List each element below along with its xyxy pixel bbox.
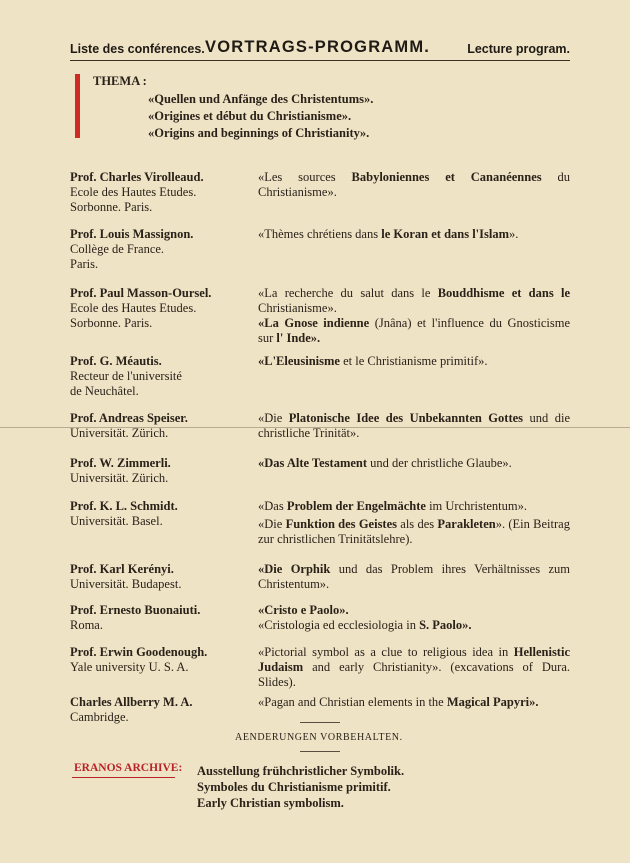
lecture-title [258, 170, 570, 200]
lecture-title-text: und die christliche Trinität». [258, 411, 570, 440]
lecture-title-emphasis: Problem der Engelmächte [286, 499, 426, 513]
theme-label: THEMA : [93, 74, 147, 88]
lecture-title-text: «Die [258, 517, 286, 531]
lecture-title-emphasis: «Cristo e Paolo». [258, 603, 349, 617]
header-right: Lecture program. [467, 42, 570, 56]
speaker [70, 354, 250, 399]
lecture-title-emphasis: «Das Alte Testament [258, 456, 368, 470]
speaker-affiliation: Yale university U. S. A. [70, 660, 189, 674]
speaker [70, 645, 250, 675]
speaker-name: Prof. Ernesto Buonaiuti. [70, 603, 201, 617]
eranos-archive-label: ERANOS ARCHIVE: [74, 762, 183, 774]
lecture-title-emphasis: l' Inde». [276, 331, 321, 345]
speaker [70, 562, 250, 592]
lecture-title-emphasis: «La Gnose indienne [258, 316, 370, 330]
speaker [70, 286, 250, 331]
speaker-affiliation: Sorbonne. Paris. [70, 316, 153, 330]
speaker-name: Charles Allberry M. A. [70, 695, 193, 709]
exhibition-line-en: Early Christian symbolism. [197, 796, 344, 810]
lecture-title-text: «Das [258, 499, 287, 513]
lecture-title-text: Christianisme». [258, 301, 337, 315]
theme-line-en: «Origins and beginnings of Christianity». [148, 126, 370, 140]
theme-accent-bar [75, 74, 80, 138]
speaker-affiliation: Universität. Zürich. [70, 426, 169, 440]
exhibition-line-fr: Symboles du Christianisme primitif. [197, 780, 391, 794]
lecture-title-text: et le Christianisme primitif». [339, 354, 488, 368]
lecture-title-text: und das Problem ihres Verhältnisses zum Christentum». [258, 562, 570, 591]
lecture-title [258, 517, 570, 547]
lecture-title-text: im Urchristentum». [425, 499, 527, 513]
speaker-name: Prof. Karl Kerényi. [70, 562, 174, 576]
lecture-title-text: «Les sources [258, 170, 352, 184]
lecture-title-text: (Jnâna) et l'influence du Gnosticisme sur [258, 316, 570, 345]
lecture-title-text: «Thèmes chrétiens dans [258, 227, 382, 241]
speaker-affiliation: Cambridge. [70, 710, 129, 724]
speaker-affiliation: de Neuchâtel. [70, 384, 139, 398]
theme-line-de: «Quellen und Anfänge des Christentums». [148, 92, 374, 106]
speaker-name: Prof. W. Zimmerli. [70, 456, 171, 470]
theme-line-fr: «Origines et début du Christianisme». [148, 109, 352, 123]
speaker-affiliation: Paris. [70, 257, 99, 271]
speaker [70, 456, 250, 486]
speaker [70, 695, 250, 725]
lecture-title [258, 603, 570, 618]
speaker [70, 499, 250, 529]
lecture-title [258, 456, 570, 471]
speaker-affiliation: Sorbonne. Paris. [70, 200, 153, 214]
lecture-title-text: and early Christianity». (excavations of Dura. Slides). [258, 660, 570, 689]
lecture-title [258, 316, 570, 346]
speaker-affiliation: Recteur de l'université [70, 369, 182, 383]
lecture-title-text: «Pagan and Christian elements in the [258, 695, 447, 709]
speaker [70, 170, 250, 215]
lecture-title [258, 286, 570, 316]
lecture-title-text: ». [509, 227, 519, 241]
lecture-title-text: «Cristologia ed ecclesiologia in [258, 618, 420, 632]
lecture-title [258, 411, 570, 441]
speaker [70, 603, 250, 633]
lecture-title-text: «Die [258, 411, 289, 425]
speaker-name: Prof. Paul Masson-Oursel. [70, 286, 212, 300]
speaker-name: Prof. Andreas Speiser. [70, 411, 188, 425]
changes-note: AENDERUNGEN VORBEHALTEN. [235, 732, 403, 743]
lecture-title-emphasis: «L'Eleusinisme [258, 354, 340, 368]
speaker [70, 227, 250, 272]
lecture-title-text: ». (Ein Beitrag zur christlichen Trinitätslehre). [258, 517, 570, 546]
speaker-affiliation: Universität. Basel. [70, 514, 163, 528]
lecture-title-emphasis: «Die Orphik [258, 562, 331, 576]
lecture-title [258, 695, 570, 710]
lecture-title [258, 354, 570, 369]
speaker-affiliation: Universität. Zürich. [70, 471, 169, 485]
separator-rule [300, 722, 340, 723]
separator-rule [300, 751, 340, 752]
header-rule [70, 60, 570, 61]
lecture-title [258, 645, 570, 690]
lecture-title-emphasis: Babyloniennes et Cananéennes [351, 170, 542, 184]
archive-underline [72, 777, 175, 778]
lecture-title-text: «La recherche du salut dans le [258, 286, 438, 300]
header-title: VORTRAGS-PROGRAMM. [205, 38, 431, 56]
lecture-title-text: «Pictorial symbol as a clue to religious idea in [258, 645, 514, 659]
speaker-name: Prof. G. Méautis. [70, 354, 162, 368]
lecture-title-text: als des [397, 517, 438, 531]
exhibition-line-de: Ausstellung frühchristlicher Symbolik. [197, 764, 405, 778]
lecture-title-emphasis: Bouddhisme et dans le [437, 286, 570, 300]
lecture-title [258, 227, 570, 242]
speaker-affiliation: Roma. [70, 618, 103, 632]
speaker-name: Prof. K. L. Schmidt. [70, 499, 178, 513]
speaker-name: Prof. Charles Virolleaud. [70, 170, 204, 184]
lecture-title-text: und der christliche Glaube». [367, 456, 512, 470]
speaker-affiliation: Ecole des Hautes Etudes. [70, 301, 197, 315]
lecture-title [258, 562, 570, 592]
lecture-title-emphasis: Parakleten [437, 517, 496, 531]
lecture-title-text: du Christianisme». [258, 170, 570, 199]
speaker-name: Prof. Erwin Goodenough. [70, 645, 208, 659]
header-left: Liste des conférences. [70, 42, 205, 56]
lecture-title-emphasis: Funktion des Geistes [285, 517, 398, 531]
lecture-title-emphasis: Hellenistic Judaism [258, 645, 570, 674]
speaker-affiliation: Ecole des Hautes Etudes. [70, 185, 197, 199]
lecture-title-emphasis: le Koran et dans l'Islam [381, 227, 510, 241]
speaker-name: Prof. Louis Massignon. [70, 227, 194, 241]
speaker-affiliation: Universität. Budapest. [70, 577, 182, 591]
speaker [70, 411, 250, 441]
lecture-title-emphasis: Platonische Idee des Unbekannten Gottes [288, 411, 524, 425]
lecture-title-emphasis: S. Paolo». [419, 618, 472, 632]
lecture-title [258, 618, 570, 633]
lecture-title [258, 499, 570, 514]
speaker-affiliation: Collège de France. [70, 242, 165, 256]
lecture-title-emphasis: Magical Papyri». [446, 695, 539, 709]
header [70, 40, 570, 60]
